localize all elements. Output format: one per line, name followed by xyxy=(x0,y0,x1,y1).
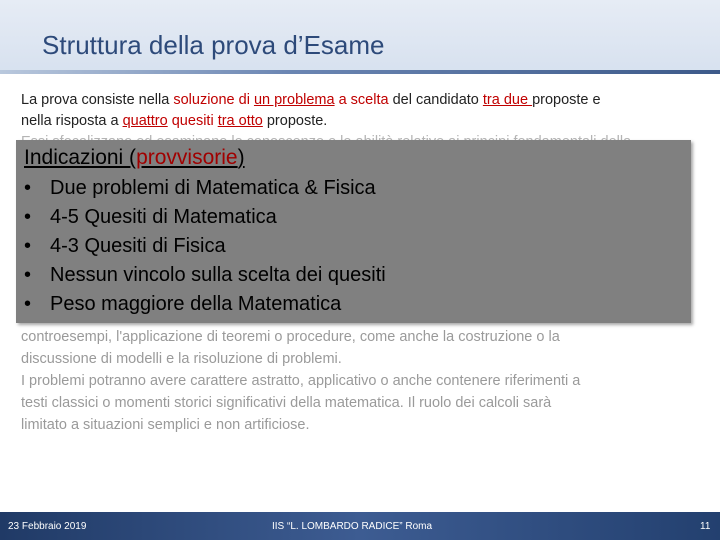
indications-list xyxy=(24,174,386,319)
list-item: • 4-5 Quesiti di Matematica xyxy=(24,203,386,232)
lower-line-4: testi classici o momenti storici significativi della matematica. Il ruolo dei calcoli sarà xyxy=(21,395,552,411)
footer-page-number: 11 xyxy=(700,521,711,532)
list-item: • 4-3 Quesiti di Fisica xyxy=(24,232,386,261)
lower-line-3: I problemi potranno avere carattere astratto, applicativo o anche contenere riferimenti a xyxy=(21,373,581,389)
indications-title: Indicazioni (provvisorie) xyxy=(24,146,245,169)
lower-line-5: limitato a situazioni semplici e non artificiose. xyxy=(21,417,310,433)
footer-bar xyxy=(0,512,720,540)
lower-line-1: controesempi, l'applicazione di teoremi o procedure, come anche la costruzione o la xyxy=(21,329,560,345)
bullet: • xyxy=(24,293,32,315)
intro-line-1: La prova consiste nella soluzione di un problema a scelta del candidato tra due proposte e xyxy=(21,92,601,108)
bullet: • xyxy=(24,206,32,228)
indications-box xyxy=(16,140,691,323)
bullet: • xyxy=(24,177,32,199)
slide-title: Struttura della prova d’Esame xyxy=(42,30,385,60)
list-item: • Due problemi di Matematica & Fisica xyxy=(24,174,386,203)
lower-text xyxy=(21,326,691,436)
footer-date: 23 Febbraio 2019 xyxy=(8,521,87,532)
footer-school: IIS “L. LOMBARDO RADICE” Roma xyxy=(272,521,433,532)
list-item: • Nessun vincolo sulla scelta dei quesiti xyxy=(24,261,386,290)
list-item: • Peso maggiore della Matematica xyxy=(24,290,386,319)
intro-line-2: nella risposta a quattro quesiti tra otto proposte. xyxy=(21,113,328,129)
bullet: • xyxy=(24,264,32,286)
lower-line-2: discussione di modelli e la risoluzione di problemi. xyxy=(21,351,342,367)
bullet: • xyxy=(24,235,32,257)
